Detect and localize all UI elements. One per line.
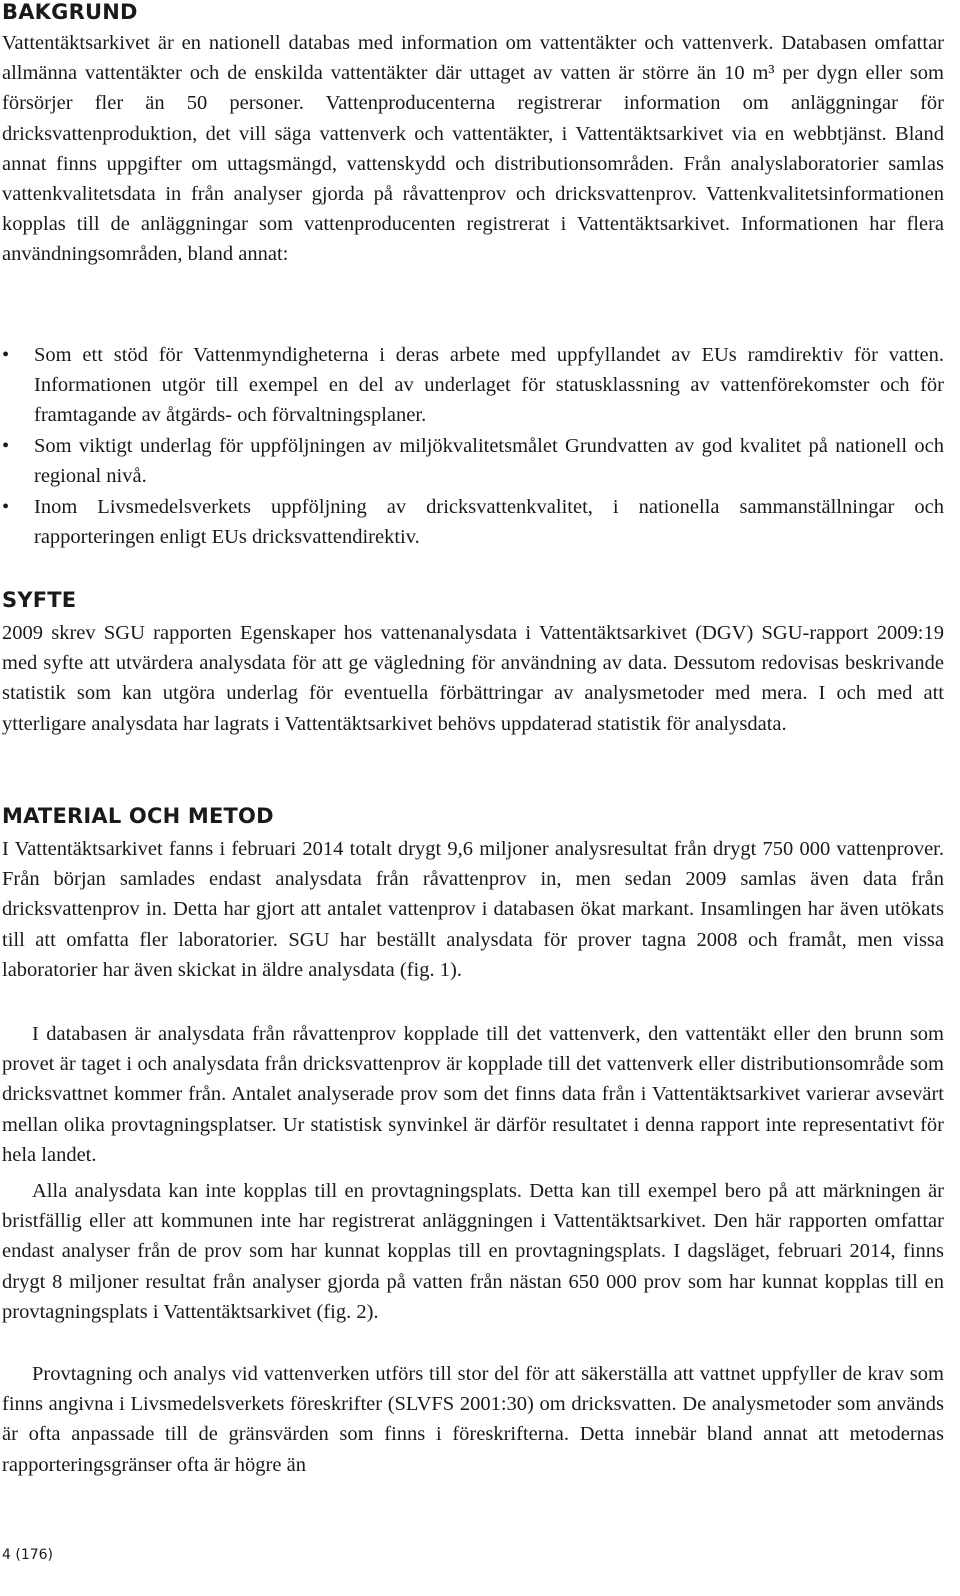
bullet-text: Som ett stöd för Vattenmyndigheterna i deras arbete med uppfyllandet av EUs ramdirektiv för vatten. Informationen utgör till exempel en del av underlaget för statusklassning av vattenförekomster och för framtagande av åtgärds- och förvaltningsplaner. — [34, 344, 944, 427]
bullet-text: Inom Livsmedelsverkets uppföljning av dricksvattenkvalitet, i nationella sammanställningar och rapporteringen enligt EUs dricksvattendirektiv. — [34, 496, 944, 549]
material-paragraph-1: I Vattentäktsarkivet fanns i februari 2014 totalt drygt 9,6 miljoner analysresultat från drygt 750 000 vattenprover. Från början samlades endast analysdata från råvattenprov in, men sedan 2009 samlas även data från dricksvattenprov in. Detta har gjort att antalet vattenprov i databasen ökat markant. Insamlingen har även utökats till att omfatta fler laboratorier. SGU har beställt analysdata för prover tagna 2008 och framåt, men vissa laboratorier har även skickat in äldre analysdata (fig. 1). — [2, 838, 944, 981]
page-number: 4 (176) — [2, 1547, 54, 1563]
bullet-dot-icon: • — [2, 435, 10, 457]
bullet-dot-icon: • — [2, 496, 10, 518]
section-heading-material-och-metod: MATERIAL OCH METOD — [2, 804, 274, 828]
material-paragraph-2: I databasen är analysdata från råvattenprov kopplade till det vattenverk, den vattentäkt eller den brunn som provet är taget i och analysdata från dricksvattenprov är kopplade till det vattenverk eller distributionsområde som dricksvattnet kommer från. Antalet analyserade prov som det finns data från i Vattentäktsarkivet varierar avsevärt mellan olika provtagningsplatser. Ur statistisk synvinkel är därför resultatet i denna rapport inte representativt för hela landet. — [2, 1023, 944, 1166]
section-heading-syfte: SYFTE — [2, 588, 77, 612]
section-heading-bakgrund: BAKGRUND — [2, 0, 138, 24]
bullet-text: Som viktigt underlag för uppföljningen av miljökvalitetsmålet Grundvatten av god kvalitet på nationell och regional nivå. — [34, 435, 944, 488]
bullet-dot-icon: • — [2, 344, 10, 366]
bakgrund-paragraph: Vattentäktsarkivet är en nationell databas med information om vattentäkter och vattenverk. Databasen omfattar allmänna vattentäkter och de enskilda vattentäkter där uttaget av vatten är större än 10 m³ per dygn eller som försörjer fler än 50 personer. Vattenproducenterna registrerar information om anläggningar för dricksvattenproduktion, det vill säga vattenverk och vattentäkter, i Vattentäktsarkivet via en webbtjänst. Bland annat finns uppgifter om uttagsmängd, vattenskydd och distributionsområden. Från analyslaboratorier samlas vattenkvalitetsdata in från analyser gjorda på råvattenprov och dricksvattenprov. Vattenkvalitetsinformationen kopplas till de anläggningar som vattenproducenten registrerat i Vattentäktsarkivet. Informationen har flera användningsområden, bland annat: — [2, 32, 944, 266]
material-paragraph-4: Provtagning och analys vid vattenverken utförs till stor del för att säkerställa att vattnet uppfyller de krav som finns angivna i Livsmedelsverkets föreskrifter (SLVFS 2001:30) om dricksvatten. De analysmetoder som används är ofta anpassade till de gränsvärden som finns i föreskrifterna. Detta innebär bland annat att metodernas rapporteringsgränser ofta är högre än — [2, 1363, 944, 1476]
material-paragraph-3: Alla analysdata kan inte kopplas till en provtagningsplats. Detta kan till exempel bero på att märkningen är bristfällig eller att kommunen inte har registrerat anläggningen i Vattentäktsarkivet. Den här rapporten omfattar endast analyser från de prov som har kunnat kopplas till en provtagningsplats. I dagsläget, februari 2014, finns drygt 8 miljoner resultat från analyser gjorda på vatten från nästan 650 000 prov som har kunnat kopplas till en provtagningsplats i Vattentäktsarkivet (fig. 2). — [2, 1180, 944, 1323]
syfte-paragraph: 2009 skrev SGU rapporten Egenskaper hos vattenanalysdata i Vattentäktsarkivet (DGV) SGU-rapport 2009:19 med syfte att utvärdera analysdata för att ge vägledning för användning av data. Dessutom redovisas beskrivande statistik som kan utgöra underlag för eventuella förbättringar av analysmetoder med mera. I och med att ytterligare analysdata har lagrats i Vattentäktsarkivet behövs uppdaterad statistik för analysdata. — [2, 622, 944, 735]
